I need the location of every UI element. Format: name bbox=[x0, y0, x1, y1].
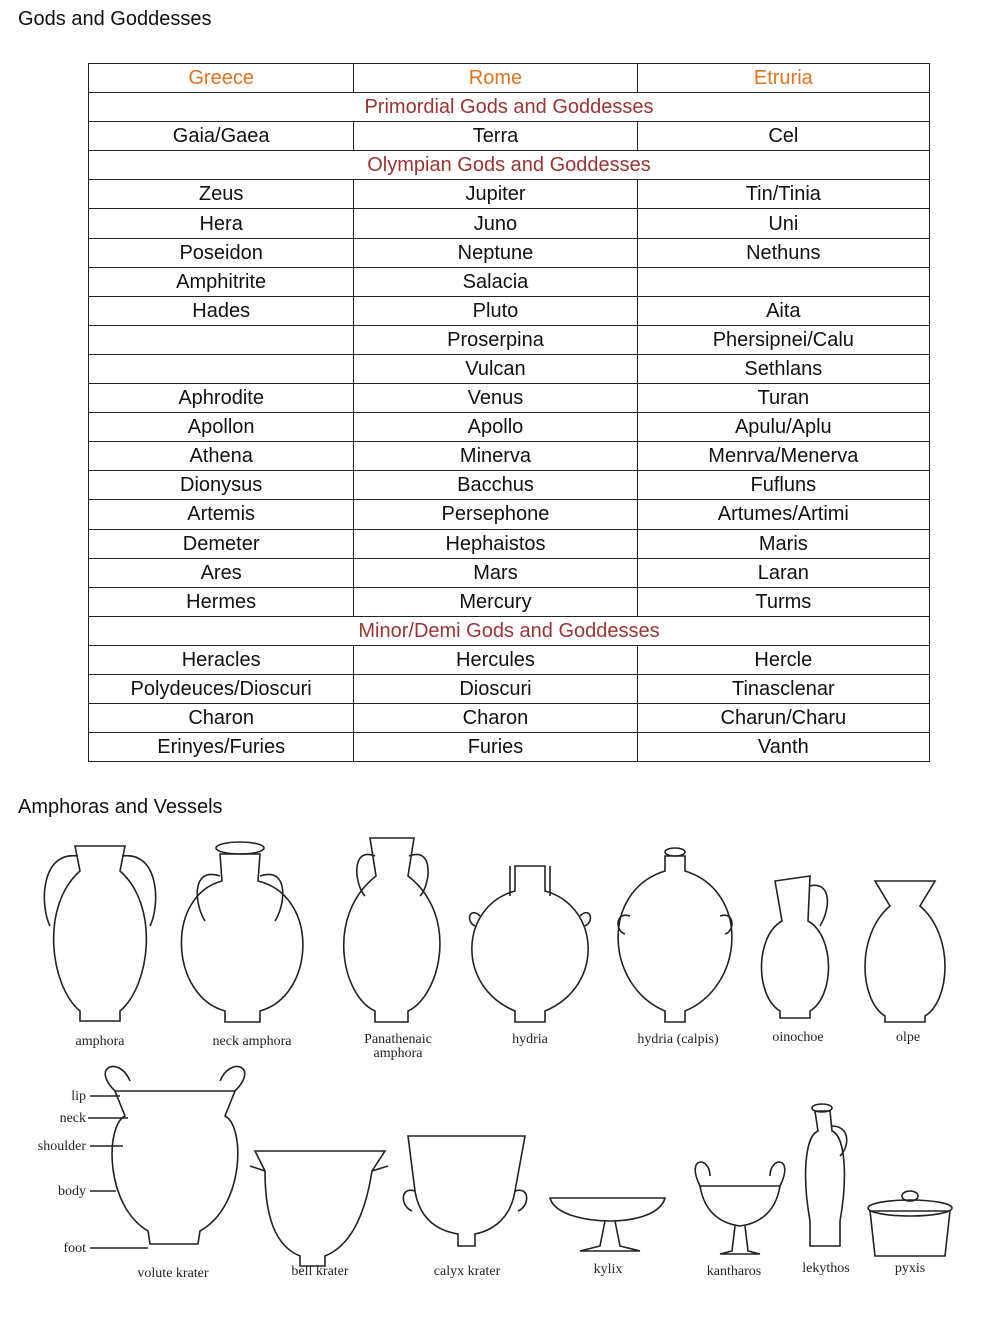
cell-etruria: Turms bbox=[637, 587, 929, 616]
table-row bbox=[89, 325, 930, 354]
label-neck-amphora: neck amphora bbox=[212, 1034, 292, 1049]
cell-etruria: Menrva/Menerva bbox=[637, 442, 929, 471]
cell-etruria: Nethuns bbox=[637, 238, 929, 267]
table-row bbox=[89, 384, 930, 413]
label-kantharos: kantharos bbox=[706, 1264, 762, 1279]
cell-greece: Hermes bbox=[89, 587, 354, 616]
neck-amphora-drawing bbox=[181, 842, 302, 1022]
category-label: Olympian Gods and Goddesses bbox=[89, 151, 930, 180]
kylix-drawing bbox=[550, 1198, 665, 1251]
cell-greece: Dionysus bbox=[89, 471, 354, 500]
cell-rome: Furies bbox=[354, 733, 637, 762]
cell-etruria: Phersipnei/Calu bbox=[637, 325, 929, 354]
category-label: Minor/Demi Gods and Goddesses bbox=[89, 616, 930, 645]
table-row bbox=[89, 122, 930, 151]
cell-etruria: Sethlans bbox=[637, 354, 929, 383]
panathenaic-amphora-drawing bbox=[344, 838, 440, 1022]
vessels-illustration bbox=[20, 826, 980, 1306]
label-volute-krater: volute krater bbox=[137, 1266, 209, 1281]
cell-rome: Jupiter bbox=[354, 180, 637, 209]
gods-table-body bbox=[89, 64, 930, 762]
table-row bbox=[89, 704, 930, 733]
cell-rome: Apollo bbox=[354, 413, 637, 442]
cell-etruria bbox=[637, 267, 929, 296]
cell-greece: Heracles bbox=[89, 645, 354, 674]
label-hydria-calpis: hydria (calpis) bbox=[637, 1032, 719, 1047]
category-row-olympian bbox=[89, 151, 930, 180]
cell-rome: Mercury bbox=[354, 587, 637, 616]
cell-greece: Demeter bbox=[89, 529, 354, 558]
cell-greece bbox=[89, 325, 354, 354]
cell-etruria: Tin/Tinia bbox=[637, 180, 929, 209]
cell-etruria: Tinasclenar bbox=[637, 674, 929, 703]
label-panathenaic: Panathenaic bbox=[364, 1032, 432, 1047]
cell-rome: Hephaistos bbox=[354, 529, 637, 558]
cell-etruria: Laran bbox=[637, 558, 929, 587]
cell-greece: Poseidon bbox=[89, 238, 354, 267]
label-calyx-krater: calyx krater bbox=[433, 1264, 501, 1279]
table-row bbox=[89, 587, 930, 616]
cell-greece: Charon bbox=[89, 704, 354, 733]
table-row bbox=[89, 558, 930, 587]
cell-rome: Juno bbox=[354, 209, 637, 238]
cell-rome: Terra bbox=[354, 122, 637, 151]
table-row bbox=[89, 267, 930, 296]
table-row bbox=[89, 296, 930, 325]
pyxis-drawing bbox=[868, 1191, 952, 1256]
table-row bbox=[89, 674, 930, 703]
cell-greece: Artemis bbox=[89, 500, 354, 529]
part-label-neck: neck bbox=[59, 1111, 86, 1126]
cell-rome: Mars bbox=[354, 558, 637, 587]
table-row bbox=[89, 180, 930, 209]
cell-greece: Hera bbox=[89, 209, 354, 238]
table-row bbox=[89, 529, 930, 558]
label-oinochoe: oinochoe bbox=[772, 1030, 824, 1045]
lekythos-drawing bbox=[806, 1104, 847, 1246]
label-olpe: olpe bbox=[895, 1030, 921, 1045]
table-header-row bbox=[89, 64, 930, 93]
cell-rome: Bacchus bbox=[354, 471, 637, 500]
hydria-calpis-drawing bbox=[618, 848, 732, 1022]
calyx-krater-drawing bbox=[403, 1136, 526, 1246]
cell-rome: Neptune bbox=[354, 238, 637, 267]
cell-rome: Persephone bbox=[354, 500, 637, 529]
part-label-shoulder: shoulder bbox=[37, 1139, 86, 1154]
label-kylix: kylix bbox=[593, 1262, 623, 1277]
part-label-body: body bbox=[58, 1184, 86, 1199]
table-row bbox=[89, 471, 930, 500]
table-row bbox=[89, 209, 930, 238]
cell-etruria: Uni bbox=[637, 209, 929, 238]
cell-greece: Gaia/Gaea bbox=[89, 122, 354, 151]
cell-greece: Polydeuces/Dioscuri bbox=[89, 674, 354, 703]
cell-etruria: Turan bbox=[637, 384, 929, 413]
cell-etruria: Maris bbox=[637, 529, 929, 558]
cell-rome: Vulcan bbox=[354, 354, 637, 383]
hydria-drawing bbox=[470, 866, 591, 1022]
section-title-vessels: Amphoras and Vessels bbox=[18, 796, 223, 818]
label-hydria: hydria bbox=[512, 1032, 548, 1047]
volute-krater-drawing bbox=[105, 1067, 244, 1244]
gods-table bbox=[88, 63, 930, 762]
table-row bbox=[89, 413, 930, 442]
table-row bbox=[89, 442, 930, 471]
label-bell-krater: bell krater bbox=[291, 1264, 349, 1279]
table-row bbox=[89, 645, 930, 674]
bell-krater-drawing bbox=[250, 1151, 388, 1266]
header-rome: Rome bbox=[354, 64, 637, 93]
header-greece: Greece bbox=[89, 64, 354, 93]
cell-rome: Salacia bbox=[354, 267, 637, 296]
cell-greece: Erinyes/Furies bbox=[89, 733, 354, 762]
table-row bbox=[89, 354, 930, 383]
category-label: Primordial Gods and Goddesses bbox=[89, 93, 930, 122]
header-etruria: Etruria bbox=[637, 64, 929, 93]
table-row bbox=[89, 238, 930, 267]
section-title-gods: Gods and Goddesses bbox=[18, 8, 212, 30]
cell-greece: Aphrodite bbox=[89, 384, 354, 413]
label-pyxis: pyxis bbox=[894, 1261, 926, 1276]
category-row-minor bbox=[89, 616, 930, 645]
category-row-primordial bbox=[89, 93, 930, 122]
oinochoe-drawing bbox=[761, 876, 828, 1018]
cell-greece bbox=[89, 354, 354, 383]
cell-etruria: Vanth bbox=[637, 733, 929, 762]
cell-greece: Apollon bbox=[89, 413, 354, 442]
cell-greece: Hades bbox=[89, 296, 354, 325]
table-row bbox=[89, 500, 930, 529]
cell-etruria: Hercle bbox=[637, 645, 929, 674]
cell-greece: Zeus bbox=[89, 180, 354, 209]
cell-rome: Hercules bbox=[354, 645, 637, 674]
cell-greece: Athena bbox=[89, 442, 354, 471]
cell-rome: Pluto bbox=[354, 296, 637, 325]
cell-etruria: Artumes/Artimi bbox=[637, 500, 929, 529]
cell-rome: Minerva bbox=[354, 442, 637, 471]
label-panathenaic-amphora: amphora bbox=[373, 1046, 423, 1061]
part-label-lip: lip bbox=[71, 1089, 86, 1104]
label-amphora: amphora bbox=[75, 1034, 125, 1049]
cell-greece: Amphitrite bbox=[89, 267, 354, 296]
cell-etruria: Aita bbox=[637, 296, 929, 325]
cell-rome: Charon bbox=[354, 704, 637, 733]
cell-etruria: Fufluns bbox=[637, 471, 929, 500]
cell-greece: Ares bbox=[89, 558, 354, 587]
cell-rome: Dioscuri bbox=[354, 674, 637, 703]
amphora-drawing bbox=[44, 846, 155, 1021]
label-lekythos: lekythos bbox=[802, 1261, 850, 1276]
cell-etruria: Cel bbox=[637, 122, 929, 151]
cell-rome: Proserpina bbox=[354, 325, 637, 354]
cell-rome: Venus bbox=[354, 384, 637, 413]
cell-etruria: Apulu/Aplu bbox=[637, 413, 929, 442]
table-row bbox=[89, 733, 930, 762]
olpe-drawing bbox=[865, 881, 945, 1022]
kantharos-drawing bbox=[695, 1162, 785, 1254]
cell-etruria: Charun/Charu bbox=[637, 704, 929, 733]
part-label-foot: foot bbox=[63, 1241, 86, 1256]
